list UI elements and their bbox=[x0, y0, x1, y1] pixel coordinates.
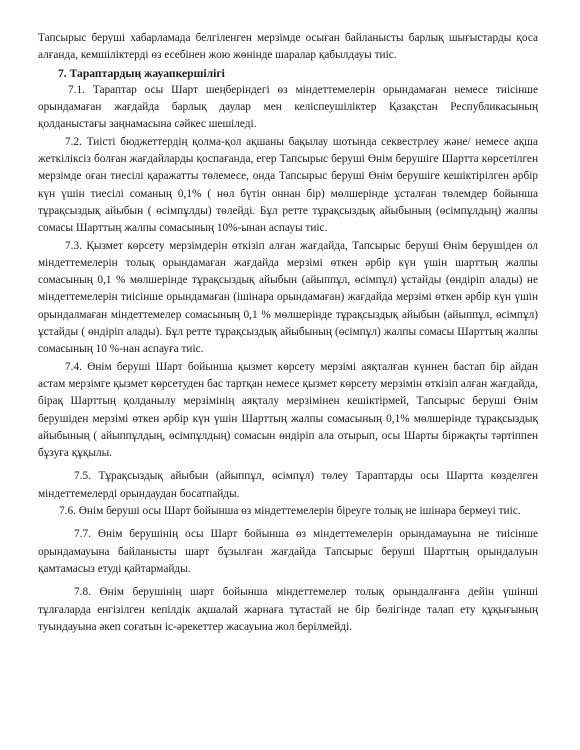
paragraph-7-5: 7.5. Тұрақсыздық айыбын (айыппұл, өсімпұл) төлеу Тараптарды осы Шартта көзделген міндеттемелерді орындаудан босатпайды. bbox=[38, 470, 538, 500]
section-heading: 7. Тараптардың жауапкершілігі bbox=[58, 66, 225, 80]
paragraph-7-1: 7.1. Тараптар осы Шарт шеңберіндегі өз міндеттемелерін орындамаған немесе тиісінше орындамаған жағдайда барлық даулар мен келіспеушіліктер Қазақстан Республикасының қолданыстағы заңнамасына сәйкес шешіледі. bbox=[38, 83, 538, 131]
paragraph-7-4: 7.4. Өнім беруші Шарт бойынша қызмет көрсету мерзімі аяқталған күннен бастап бір айдан астам мерзімге қызмет көрсетуден бас тартқан немесе қызмет көрсету мерзімін өткізіп алған жағдайда, бірақ Шарттың қолданылу мерзімінің аяқталу мерзімінен кешіктірмей, Тапсырыс беруші Өнім берушіден мерзімі өткен әрбір күн үшін Шарттың жалпы сомасының 0,1% мөлшерінде тұрақсыздық айыбының ( айыппұлдың, өсімпұлдың) сомасын өндіріп ала отырып, осы Шарты біржақты тәртіппен бұзуға құқылы. bbox=[38, 360, 538, 460]
paragraph-7-3: 7.3. Қызмет көрсету мерзімдерін өткізіп алған жағдайда, Тапсырыс беруші Өнім берушіден ол міндеттемелерін толық орындамаған жағдайда мерзімі өткен әрбір күн үшін шарттың жалпы сомасының 0,1 % мөлшерінде тұрақсыздық айыбын (айыппұл, өсімпұл) ұстайды (өндіріп алады) не міндеттемелерін тиісінше орындамаған (ішінара орындамаған) жағдайда мерзімі өткен әрбір күн үшін орындалмаған міндеттемелер сомасының 0,1 % мөлшерінде тұрақсыздық айыбын (айыппұл, өсімпұл) ұстайды ( өндіріп алады). Бұл ретте тұрақсыздық айыбының (өсімпұл) жалпы сомасы Шарттың жалпы сомасының 10 %-нан аспауға тиіс. bbox=[38, 239, 538, 356]
paragraph-7-7: 7.7. Өнім берушінің осы Шарт бойынша өз міндеттемелерін орындамауына не тиісінше орындамауына байланысты шарт бұзылған жағдайда Тапсырыс беруші Шарттың орындалуын қамтамасыз етуді қайтармайды. bbox=[38, 528, 538, 575]
paragraph-7-8: 7.8. Өнім берушінің шарт бойынша міндеттемелер толық орындалғанға дейін үшінші тұлғаларда енгізілген кепілдік ақшалай жарнаға тұтастай не бір бөлігінде талап ету құқығының туындауына әкеп соғатын іс-әрекеттер жасауына жол берілмейді. bbox=[38, 586, 538, 633]
document-page bbox=[38, 30, 538, 636]
intro-paragraph: Тапсырыс беруші хабарламада белгіленген мерзімде осыған байланысты барлық шығыстарды қоса алғанда, кемшіліктерді өз есебінен жою жөнінде шаралар қабылдауы тиіс. bbox=[38, 32, 538, 62]
paragraph-7-2: 7.2. Тиісті бюджеттердің қолма-қол ақшаны бақылау шотында секвестрлеу және/ немесе ақша жеткіліксіз болған жағдайларды қоспағанда, егер Тапсырыс беруші Өнім берушіге Шартта көрсетілген мерзімде оған тиесілі қаражатты төлемесе, онда Тапсырыс беруші Өнім берушіге кешіктірілген әрбір күн үшін тиесілі соманың 0,1% ( нөл бүтін оннан бір) мөлшерінде ұсталған төлемдер бойынша тұрақсыздық айыбын ( өсімпұлды) төлейді. Бұл ретте тұрақсыздық айыбының (өсімпұлдың) жалпы сомасы Шарттың жалпы сомасының 10%-ынан аспауы тиіс. bbox=[38, 135, 538, 235]
paragraph-7-6: 7.6. Өнім беруші осы Шарт бойынша өз міндеттемелерін біреуге толық не ішінара бермеуі тиіс. bbox=[59, 505, 521, 518]
